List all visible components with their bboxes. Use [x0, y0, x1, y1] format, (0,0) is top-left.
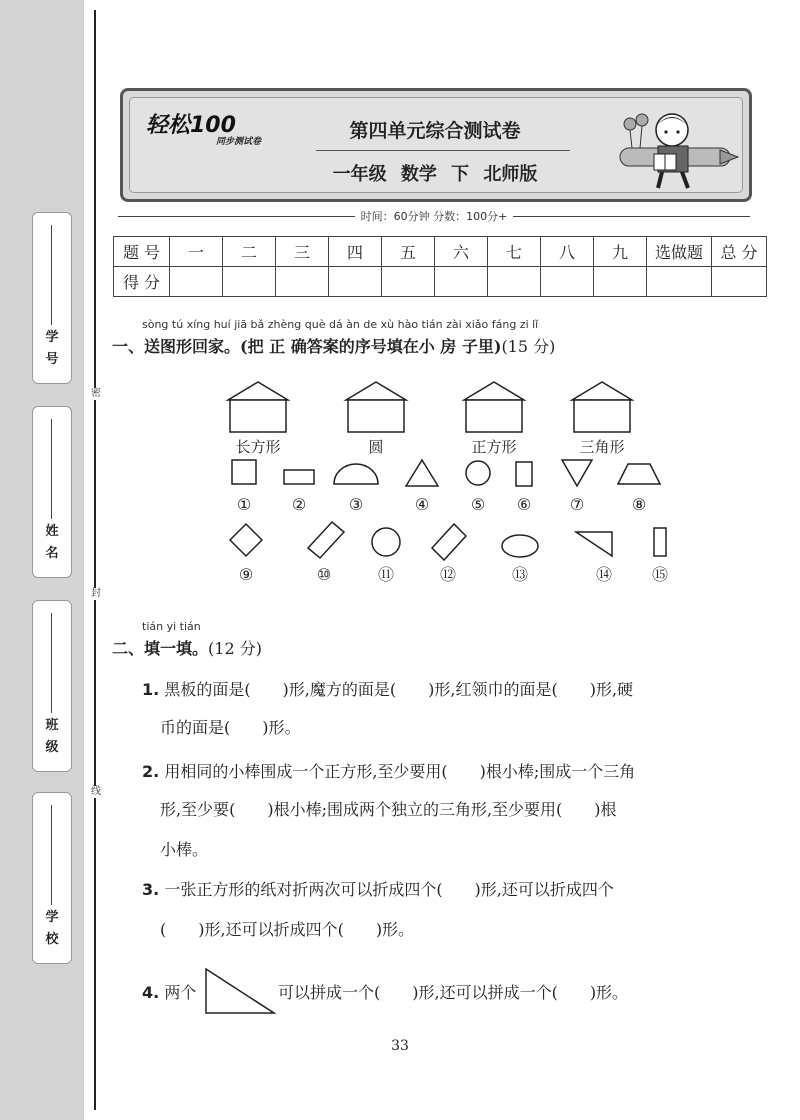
seal-char-mi: 密	[91, 388, 101, 399]
school-label: 学 校	[45, 910, 59, 947]
house-label-triangle: 三角形	[579, 438, 625, 456]
student-number-label: 学 号	[45, 330, 59, 367]
shape-15-rectangle	[654, 528, 666, 556]
seal-char-xian: 线	[91, 786, 101, 797]
header-cell: 五	[382, 237, 435, 267]
shape-number-4: ④	[414, 495, 430, 514]
score-cell[interactable]	[541, 267, 594, 297]
row-label-cell: 得 分	[114, 267, 170, 297]
shape-number-5: ⑤	[470, 495, 486, 514]
shape-number-6: ⑥	[516, 495, 532, 514]
question-2-line-2: 形,至少要( )根小棒;围成两个独立的三角形,至少要用( )根	[160, 800, 617, 819]
question-2-line-1: 2. 用相同的小棒围成一个正方形,至少要用( )根小棒;围成一个三角	[142, 762, 636, 781]
class-label: 班 级	[45, 718, 59, 755]
score-cell[interactable]	[329, 267, 382, 297]
house-label-circle: 圆	[368, 438, 384, 456]
time-score-text: 时间：60分钟 分数：100分+	[355, 210, 514, 223]
exam-subtitle: 一年级 数学 下 北师版	[332, 164, 538, 185]
section2-title: 二、填一填。(12 分)	[112, 639, 262, 658]
page-number: 33	[391, 1038, 409, 1054]
shape-10-rotated-rectangle	[308, 522, 344, 558]
score-cell[interactable]	[223, 267, 276, 297]
shape-sorting-figure	[220, 376, 670, 596]
house-label-rectangle: 长方形	[235, 438, 281, 456]
shape-number-7: ⑦	[569, 495, 585, 514]
header-cell: 题 号	[114, 237, 170, 267]
header-cell: 三	[276, 237, 329, 267]
shape-6-rectangle	[516, 462, 532, 486]
seal-char-feng: 封	[91, 588, 101, 599]
class-box	[32, 600, 72, 772]
shape-number-13: ⑬	[511, 565, 529, 584]
name-box	[32, 406, 72, 578]
score-cell[interactable]	[488, 267, 541, 297]
shape-11-circle	[372, 528, 400, 556]
shape-7-inverted-triangle	[562, 460, 592, 486]
header-cell: 八	[541, 237, 594, 267]
house-label-square: 正方形	[471, 438, 517, 456]
score-table	[113, 236, 767, 297]
score-cell[interactable]	[435, 267, 488, 297]
section1-pinyin: sòng tú xíng huí jiā bǎ zhèng què dá àn de xù hào tián zài xiǎo fáng zi lǐ	[142, 318, 539, 331]
house-square[interactable]	[464, 382, 524, 432]
shape-number-12: ⑫	[439, 565, 457, 584]
score-header-row	[114, 237, 767, 267]
section1-points: (15 分)	[501, 337, 556, 356]
exam-title: 第四单元综合测试卷	[349, 120, 521, 142]
shape-1-square	[232, 460, 256, 484]
reading-child-illustration	[610, 104, 740, 194]
house-triangle[interactable]	[572, 382, 632, 432]
brand-logo-subtitle: 同步测试卷	[216, 137, 262, 147]
shape-13-ellipse	[502, 535, 538, 557]
header-cell: 四	[329, 237, 382, 267]
shape-number-2: ②	[291, 495, 307, 514]
shape-number-14: ⑭	[595, 565, 613, 584]
score-cell[interactable]	[594, 267, 647, 297]
binding-gutter	[0, 0, 84, 1120]
shape-8-trapezoid	[618, 464, 660, 484]
score-cell[interactable]	[382, 267, 435, 297]
question-3-line-2: ( )形,还可以折成四个( )形。	[160, 920, 415, 939]
shape-2-rectangle	[284, 470, 314, 484]
shape-5-circle	[466, 461, 490, 485]
question-4-line-1: 4. 两个	[142, 983, 197, 1002]
school-box	[32, 792, 72, 964]
score-entry-row	[114, 267, 767, 297]
house-circle[interactable]	[346, 382, 406, 432]
shape-number-8: ⑧	[631, 495, 647, 514]
right-triangle-figure	[204, 967, 276, 1015]
score-cell[interactable]	[712, 267, 767, 297]
question-1-line-2: 币的面是( )形。	[160, 718, 301, 737]
score-cell[interactable]	[170, 267, 223, 297]
house-rectangle[interactable]	[228, 382, 288, 432]
name-label: 姓 名	[45, 524, 59, 561]
question-4-line-1-rest: 可以拼成一个( )形,还可以拼成一个( )形。	[278, 983, 629, 1002]
section1-title: 一、送图形回家。(把 正 确答案的序号填在小 房 子里)(15 分)	[112, 337, 556, 356]
shape-number-9: ⑨	[238, 565, 254, 584]
shape-3-semicircle	[334, 464, 378, 484]
header-cell: 七	[488, 237, 541, 267]
header-banner	[120, 88, 752, 202]
header-cell: 总 分	[712, 237, 767, 267]
student-number-box	[32, 212, 72, 384]
header-cell: 六	[435, 237, 488, 267]
time-score-line	[118, 210, 750, 223]
score-cell[interactable]	[276, 267, 329, 297]
shape-4-triangle	[406, 460, 438, 486]
question-3-line-1: 3. 一张正方形的纸对折两次可以折成四个( )形,还可以折成四个	[142, 880, 614, 899]
shape-number-15: ⑮	[651, 565, 669, 584]
header-cell: 九	[594, 237, 647, 267]
header-cell: 一	[170, 237, 223, 267]
section2-pinyin: tián yi tián	[142, 620, 201, 633]
binding-line	[94, 10, 96, 1110]
brand-logo: 轻松100	[146, 113, 236, 138]
shape-14-right-triangle	[576, 532, 612, 556]
question-1-line-1: 1. 黑板的面是( )形,魔方的面是( )形,红领巾的面是( )形,硬	[142, 680, 634, 699]
shape-12-rotated-rectangle	[432, 524, 466, 560]
shape-number-11: ⑪	[377, 565, 395, 584]
header-cell: 选做题	[647, 237, 712, 267]
score-cell[interactable]	[647, 267, 712, 297]
shape-9-rotated-square	[230, 524, 262, 556]
header-cell: 二	[223, 237, 276, 267]
question-2-line-3: 小棒。	[160, 840, 209, 859]
shape-number-3: ③	[348, 495, 364, 514]
section2-points: (12 分)	[208, 639, 262, 658]
shape-number-1: ①	[236, 495, 252, 514]
shape-number-10: ⑩	[316, 565, 332, 584]
